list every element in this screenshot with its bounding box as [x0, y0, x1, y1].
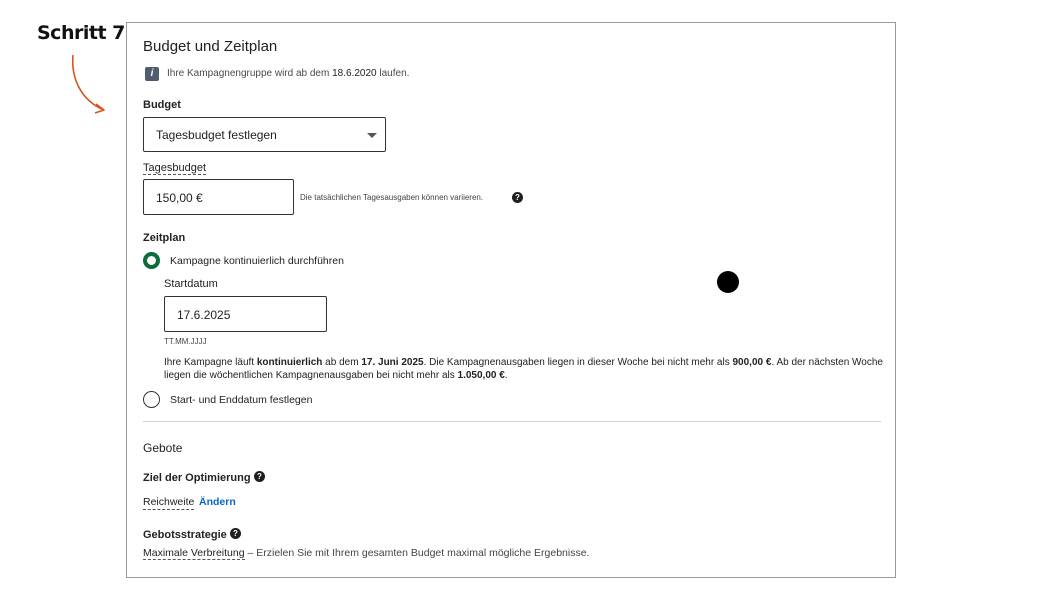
bid-strategy-label: Gebotsstrategie: [143, 529, 227, 541]
start-date-label: Startdatum: [164, 278, 218, 290]
radio-start-end[interactable]: [143, 391, 160, 408]
optimization-goal-value: Reichweite: [143, 496, 195, 508]
daily-budget-label: Tagesbudget: [143, 162, 206, 174]
radio-start-end-label[interactable]: Start- und Enddatum festlegen: [170, 394, 313, 406]
change-goal-link[interactable]: Ändern: [199, 496, 236, 508]
budget-schedule-panel: [126, 22, 896, 578]
summary-bold-1: kontinuierlich: [256, 357, 323, 368]
start-date-input[interactable]: [164, 296, 327, 332]
bid-strategy-value[interactable]: Maximale Verbreitung: [143, 547, 245, 559]
summary-part-5: .: [504, 370, 508, 381]
chevron-down-icon: [367, 133, 377, 138]
budget-label: Budget: [143, 99, 181, 111]
step-label: Schritt 7: [37, 22, 125, 44]
daily-budget-input[interactable]: [143, 179, 294, 215]
start-date-value: 17.6.2025: [177, 308, 231, 322]
summary-part-2: ab dem: [322, 357, 362, 368]
schedule-label: Zeitplan: [143, 232, 186, 244]
section-title: Budget und Zeitplan: [143, 38, 278, 55]
info-text-after: laufen.: [376, 68, 410, 79]
question-mark-icon[interactable]: ?: [254, 471, 265, 482]
radio-continuous[interactable]: [143, 252, 160, 269]
summary-part-1: Ihre Kampagne läuft: [164, 357, 257, 368]
schedule-summary: [164, 356, 889, 382]
daily-budget-hint: Die tatsächlichen Tagesausgaben können variieren.: [300, 193, 484, 202]
summary-bold-2: 17. Juni 2025: [361, 357, 424, 368]
radio-continuous-label[interactable]: Kampagne kontinuierlich durchführen: [170, 255, 344, 267]
info-date: 18.6.2020: [332, 68, 377, 79]
date-format-hint: TT.MM.JJJJ: [164, 337, 207, 346]
section-divider: [143, 421, 881, 422]
info-message: [167, 68, 409, 79]
question-mark-icon[interactable]: ?: [512, 192, 523, 203]
summary-bold-4: 1.050,00 €: [457, 370, 505, 381]
question-mark-icon[interactable]: ?: [230, 528, 241, 539]
daily-budget-value: 150,00 €: [156, 191, 203, 205]
budget-type-select[interactable]: [143, 117, 386, 152]
annotation-arrow-icon: [66, 52, 110, 118]
summary-part-3: . Die Kampagnenausgaben liegen in dieser Woche bei nicht mehr als: [423, 357, 733, 368]
optimization-goal-label: Ziel der Optimierung: [143, 472, 251, 484]
summary-part-4: . Ab der nächsten Woche liegen die wöchentlichen Kampagnenausgaben bei nicht mehr als: [164, 357, 883, 381]
info-icon: i: [145, 67, 159, 81]
bid-strategy-description: – Erzielen Sie mit Ihrem gesamten Budget maximal mögliche Ergebnisse.: [244, 547, 590, 559]
summary-bold-3: 900,00 €: [732, 357, 772, 368]
budget-type-value: Tagesbudget festlegen: [156, 128, 277, 142]
bids-title: Gebote: [143, 441, 183, 455]
info-text-before: Ihre Kampagnengruppe wird ab dem: [167, 68, 333, 79]
cursor-dot: [717, 271, 739, 293]
bid-strategy-line: [143, 547, 589, 560]
